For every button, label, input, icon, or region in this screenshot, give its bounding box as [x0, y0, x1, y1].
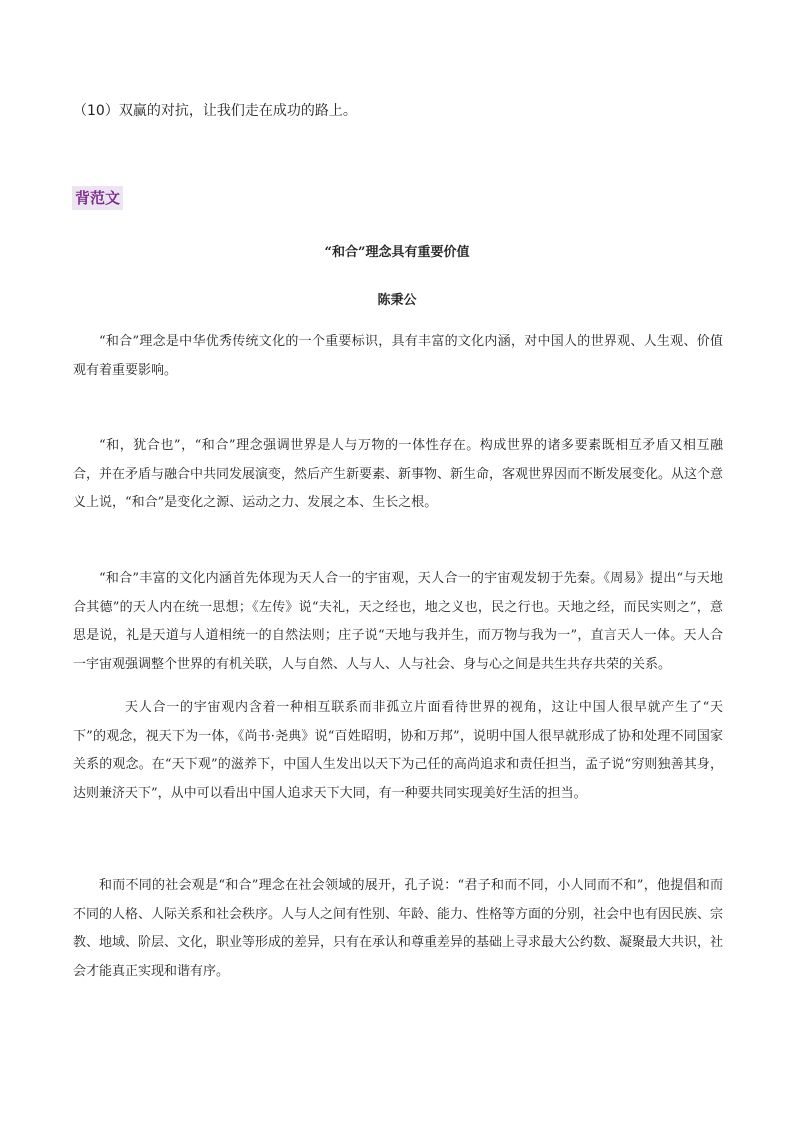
paragraph-5: 和而不同的社会观是“和合”理念在社会领域的展开，孔子说：“君子和而不同，小人同而不和”，他提倡和而不同的人格、人际关系和社会秩序。人与人之间有性别、年龄、能力、性格等方面的分别，社会中也有因民族、宗教、地域、阶层、文化，职业等形成的差异，只有在承认和尊重差异的基础上寻求最大公约数、凝聚最大共识，社会才能真正实现和谐有序。: [73, 878, 724, 979]
article-title: “和合”理念具有重要价值: [324, 245, 470, 260]
article-author: 陈秉公: [377, 293, 417, 308]
paragraph-3: “和合”丰富的文化内涵首先体现为天人合一的宇宙观，天人合一的宇宙观发轫于先秦。《周易》提出“与天地合其德”的天人内在统一思想；《左传》说“夫礼，天之经也，地之义也，民之行也。天地之经，而民实则之”，意思是说，礼是天道与人道相统一的自然法则；庄子说“天地与我并生，而万物与我为一”，直言天人一体。天人合一宇宙观强调整个世界的有机关联，人与自然、人与人、人与社会、身与心之间是共生共存共荣的关系。: [73, 571, 723, 672]
paragraph-4: 天人合一的宇宙观内含着一种相互联系而非孤立片面看待世界的视角，这让中国人很早就产生了“天下”的观念，视天下为一体，《尚书·尧典》说“百姓昭明，协和万邦”，说明中国人很早就形成了协和处理不同国家关系的观念。在“天下观”的滋养下，中国人生发出以天下为己任的高尚追求和责任担当，孟子说“穷则独善其身，达则兼济天下”，从中可以看出中国人追求天下大同，有一种要共同实现美好生活的担当。: [73, 700, 723, 801]
numbered-item-10: （10）双赢的对抗，让我们走在成功的路上。: [73, 103, 357, 119]
section-tag: 背范文: [72, 186, 123, 210]
paragraph-1: “和合”理念是中华优秀传统文化的一个重要标识，具有丰富的文化内涵，对中国人的世界观、人生观、价值观有着重要影响。: [73, 334, 723, 378]
paragraph-2: “和，犹合也”，“和合”理念强调世界是人与万物的一体性存在。构成世界的诸多要素既相互矛盾又相互融合，并在矛盾与融合中共同发展演变，然后产生新要素、新事物、新生命，客观世界因而不断发展变化。从这个意义上说，“和合”是变化之源、运动之力、发展之本、生长之根。: [73, 438, 724, 510]
